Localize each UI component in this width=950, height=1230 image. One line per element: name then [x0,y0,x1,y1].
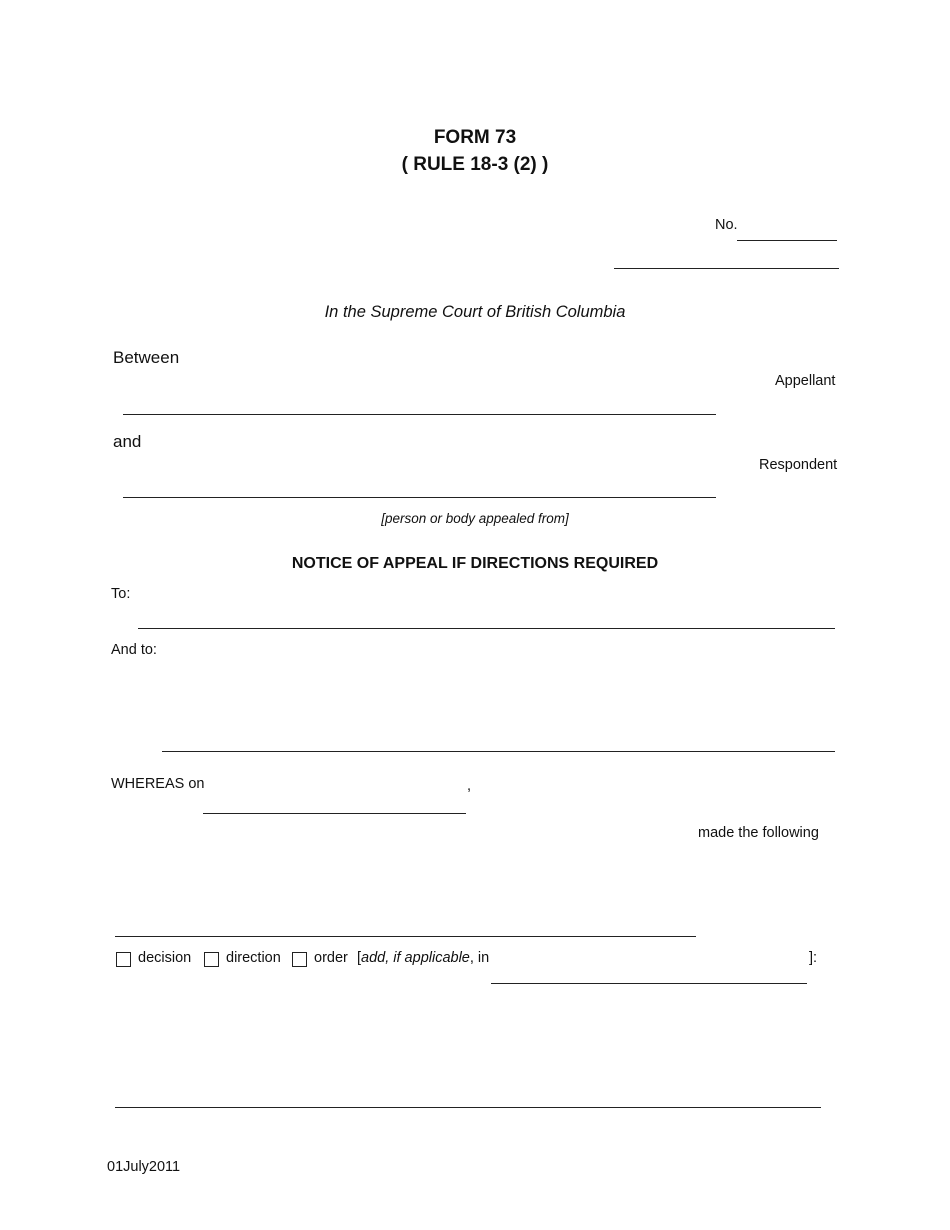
and-to-label: And to: [111,642,157,658]
no-field-line[interactable] [737,240,837,241]
form-rule: ( RULE 18-3 (2) ) [401,154,549,175]
add-if-applicable-note [357,950,489,966]
respondent-field-line[interactable] [123,497,716,498]
order-label: order [314,950,348,966]
to-label: To: [111,586,131,602]
no-label: No. [715,217,738,233]
details-field-line[interactable] [491,983,807,984]
made-following-label: made the following [698,825,819,841]
date-field-line[interactable] [203,813,466,814]
court-name: In the Supreme Court of British Columbia [324,303,626,321]
whereas-label: WHEREAS on [111,776,205,792]
order-checkbox[interactable] [292,952,307,967]
decision-label: decision [138,950,192,966]
appellant-field-line[interactable] [123,414,716,415]
form-title: FORM 73 [433,127,517,148]
add-in: , in [469,950,490,966]
direction-checkbox[interactable] [204,952,219,967]
between-label: Between [113,348,180,367]
bracket-close: ]: [809,950,818,966]
order-description-field-line[interactable] [115,1107,821,1108]
add-if-applicable: add, if applicable [361,950,470,966]
appellant-label: Appellant [775,373,836,389]
decision-maker-field-line[interactable] [115,936,696,937]
and-label: and [113,432,142,451]
and-to-field-line[interactable] [162,751,835,752]
registry-field-line[interactable] [614,268,839,269]
respondent-label: Respondent [759,457,838,473]
bracket-open: [ [357,950,362,966]
person-body-hint: [person or body appealed from] [381,511,569,526]
comma: , [467,778,472,794]
direction-label: direction [226,950,281,966]
footer-date: 01July2011 [107,1159,181,1175]
decision-checkbox[interactable] [116,952,131,967]
notice-heading: NOTICE OF APPEAL IF DIRECTIONS REQUIRED [291,555,659,572]
to-field-line[interactable] [138,628,835,629]
